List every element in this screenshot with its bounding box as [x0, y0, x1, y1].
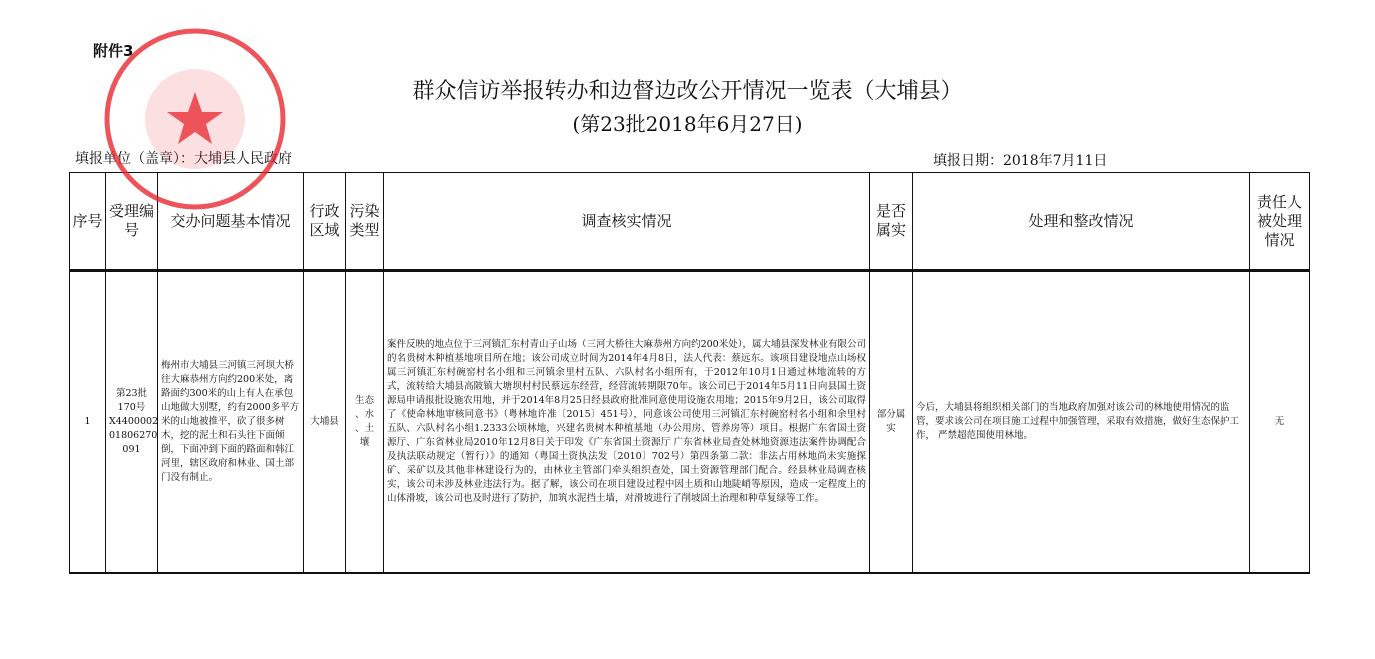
table-row	[70, 271, 1310, 574]
accept-no-line: X4400002	[109, 416, 159, 427]
page-title: 群众信访举报转办和边督边改公开情况一览表（大埔县）	[412, 79, 963, 104]
fill-unit: 填报单位（盖章）：大埔县人民政府	[75, 151, 292, 167]
accept-no-line: 01806270	[109, 430, 158, 441]
cell-accountability: 无	[1250, 271, 1310, 574]
fill-date: 填报日期：2018年7月11日	[933, 153, 1108, 169]
cell-accept-no	[106, 271, 158, 574]
cell-pollution	[346, 271, 384, 574]
header-pollution: 污染类型	[346, 173, 384, 271]
header-accept-no: 受理编号	[106, 173, 158, 271]
header-verified: 是否属实	[870, 173, 913, 271]
header-issue: 交办问题基本情况	[158, 173, 304, 271]
pollution-line: 生态	[354, 395, 374, 406]
accept-no-line: 第23批	[115, 388, 148, 399]
attachment-label: 附件3	[93, 42, 134, 60]
header-accountability: 责任人被处理情况	[1250, 173, 1310, 271]
cell-verified: 部分属实	[870, 271, 913, 574]
page-subtitle: (第23批2018年6月27日)	[572, 112, 803, 136]
pollution-line: 、水	[354, 409, 374, 420]
cell-handling: 今后，大埔县将组织相关部门的当地政府加强对该公司的林地使用情况的监管，要求该公司在项目施工过程中加强管理，采取有效措施，做好生态保护工作， 严禁超范围使用林地。	[913, 271, 1250, 574]
report-table	[69, 172, 1310, 574]
cell-issue: 梅州市大埔县三河镇三河坝大桥往大麻恭州方向约200米处，离路面约300米的山上有人在承包山地做大别墅，约有2000多平方米的山地被推平，砍了很多树木，挖的泥土和石头往下面倾倒，下面冲到下面的路面和韩江河里，辖区政府和林业、国土部门没有制止。	[158, 271, 304, 574]
header-investigation: 调查核实情况	[384, 173, 870, 271]
pollution-line: 壤	[359, 437, 370, 448]
cell-investigation: 案件反映的地点位于三河镇汇东村青山子山场（三河大桥往大麻恭州方向约200米处），属大埔县深发林业有限公司的名贵树木种植基地项目所在地；该公司成立时间为2014年4月8日，法人代表：蔡远东。该项目建设地点山场权属三河镇汇东村碗窑村名小组和三河镇余里村五队、六队村名小组所有，于2012年10月1日通过林地流转的方式，流转给大埔县高陂镇大塘坝村村民蔡远东经营，经营流转期限70年。该公司已于2014年5月11日向县国土资源局申请报批设施农用地，并于2014年8月25日经县政府批准同意使用设施农用地；2015年9月2日，该公司取得了《使命林地审核同意书》（粤林地许准〔2015〕451号），同意该公司使用三河镇汇东村碗窑村名小组和余里村五队、六队村名小组1.2333公顷林地，兴建名贵树木种植基地（办公用房、管养房等）项目。根据广东省国土资源厅、广东省林业局2010年12月8日关于印发《广东省国土资源厅 广东省林业局查处林地资源违法案件协调配合及执法联动规定（暂行）》的通知（粤国土资执法发〔2010〕702号）第四条第二款：非法占用林地尚未实施探矿、采矿以及其他非林建设行为的，由林业主管部门牵头组织查处，国土资源管理部门配合。经县林业局调查核实，该公司未涉及林业违法行为。据了解，该公司在项目建设过程中因土质和山地陡峭等原因，造成一定程度上的山体滑坡，该公司也及时进行了防护，加筑水泥挡土墙，对滑坡进行了削坡固土治理和种草复绿等工作。	[384, 271, 870, 574]
table-header-row	[70, 173, 1310, 271]
cell-region: 大埔县	[304, 271, 346, 574]
header-seq: 序号	[70, 173, 106, 271]
accept-no-line: 091	[122, 444, 141, 455]
accept-no-line: 170号	[117, 402, 146, 413]
cell-seq: 1	[70, 271, 106, 574]
header-region: 行政区域	[304, 173, 346, 271]
header-handling: 处理和整改情况	[913, 173, 1250, 271]
pollution-line: 、土	[354, 423, 374, 434]
